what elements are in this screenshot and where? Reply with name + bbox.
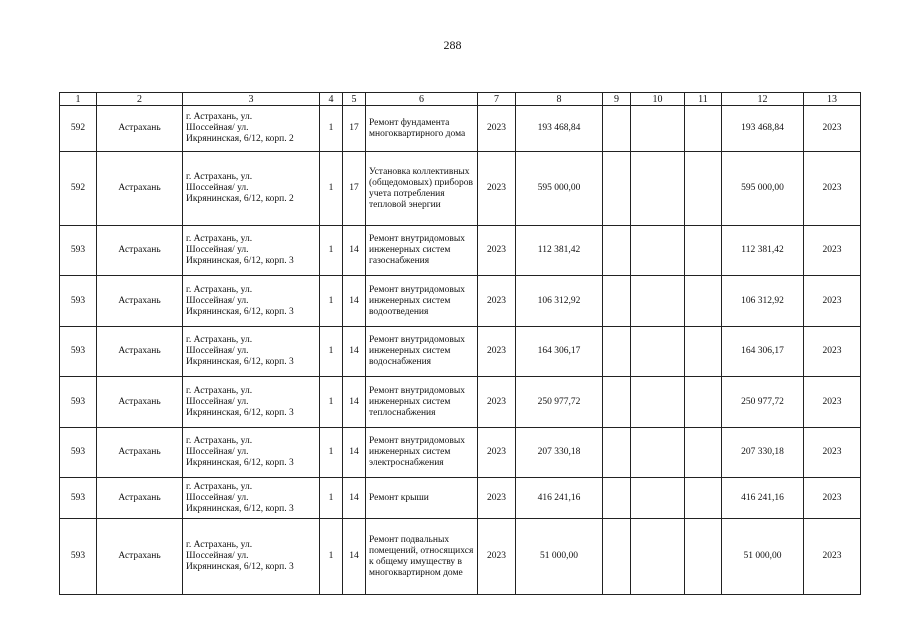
city-cell: Астрахань: [97, 377, 183, 428]
table-row: [60, 428, 861, 478]
col9-cell: [603, 106, 631, 152]
column-header: 6: [366, 93, 478, 106]
final-year-cell: 2023: [804, 152, 861, 226]
total-cell: 106 312,92: [722, 276, 804, 327]
city-cell: Астрахань: [97, 519, 183, 595]
row-number-cell: 593: [60, 478, 97, 519]
address-line: Икрянинская, 6/12, корп. 3: [186, 562, 294, 572]
col4-cell: 1: [320, 327, 343, 377]
address-line: Шоссейная/ ул.: [186, 346, 249, 356]
col10-cell: [631, 377, 685, 428]
column-number-row: [60, 93, 861, 106]
col11-cell: [685, 152, 722, 226]
total-cell: 112 381,42: [722, 226, 804, 276]
address-line: Шоссейная/ ул.: [186, 245, 249, 255]
year-cell: 2023: [478, 519, 516, 595]
city-cell: Астрахань: [97, 276, 183, 327]
column-header: 12: [722, 93, 804, 106]
address-line: Шоссейная/ ул.: [186, 396, 249, 407]
city-cell: Астрахань: [97, 106, 183, 152]
col11-cell: [685, 428, 722, 478]
column-header: 4: [320, 93, 343, 106]
work-type-cell: Ремонт фундамента многоквартирного дома: [366, 106, 478, 152]
col10-cell: [631, 519, 685, 595]
col9-cell: [603, 152, 631, 226]
address-cell: [183, 327, 320, 377]
col9-cell: [603, 428, 631, 478]
work-type-cell: Ремонт внутридомовых инженерных систем водоотведения: [366, 276, 478, 327]
city-cell: Астрахань: [97, 478, 183, 519]
final-year-cell: 2023: [804, 226, 861, 276]
address-line: Икрянинская, 6/12, корп. 3: [186, 407, 294, 418]
column-header: 3: [183, 93, 320, 106]
total-cell: 193 468,84: [722, 106, 804, 152]
city-cell: Астрахань: [97, 327, 183, 377]
total-cell: 250 977,72: [722, 377, 804, 428]
year-cell: 2023: [478, 106, 516, 152]
city-cell: Астрахань: [97, 152, 183, 226]
address-cell: [183, 152, 320, 226]
col4-cell: 1: [320, 377, 343, 428]
col10-cell: [631, 428, 685, 478]
final-year-cell: 2023: [804, 276, 861, 327]
cost-cell: 193 468,84: [516, 106, 603, 152]
address-line: Икрянинская, 6/12, корп. 3: [186, 306, 294, 317]
col11-cell: [685, 327, 722, 377]
column-header: 7: [478, 93, 516, 106]
address-line: Икрянинская, 6/12, корп. 2: [186, 134, 294, 144]
address-line: Шоссейная/ ул.: [186, 123, 249, 133]
year-cell: 2023: [478, 276, 516, 327]
address-line: г. Астрахань, ул.: [186, 234, 253, 244]
year-cell: 2023: [478, 478, 516, 519]
col4-cell: 1: [320, 428, 343, 478]
address-line: г. Астрахань, ул.: [186, 540, 253, 550]
address-line: Икрянинская, 6/12, корп. 3: [186, 357, 294, 367]
cost-cell: 106 312,92: [516, 276, 603, 327]
row-number-cell: 593: [60, 226, 97, 276]
address-line: Икрянинская, 6/12, корп. 2: [186, 194, 294, 204]
table-row: [60, 519, 861, 595]
col10-cell: [631, 152, 685, 226]
column-header: 2: [97, 93, 183, 106]
total-cell: 416 241,16: [722, 478, 804, 519]
address-cell: [183, 226, 320, 276]
address-line: Шоссейная/ ул.: [186, 447, 249, 457]
col9-cell: [603, 377, 631, 428]
table-row: [60, 327, 861, 377]
work-type-cell: Установка коллективных (общедомовых) приборов учета потребления тепловой энергии: [366, 152, 478, 226]
city-cell: Астрахань: [97, 428, 183, 478]
col4-cell: 1: [320, 152, 343, 226]
row-number-cell: 593: [60, 377, 97, 428]
column-header: 9: [603, 93, 631, 106]
column-header: 13: [804, 93, 861, 106]
address-line: г. Астрахань, ул.: [186, 112, 253, 122]
address-line: г. Астрахань, ул.: [186, 335, 253, 345]
address-cell: [183, 276, 320, 327]
column-header: 1: [60, 93, 97, 106]
address-line: Шоссейная/ ул.: [186, 295, 249, 306]
cost-cell: 250 977,72: [516, 377, 603, 428]
cost-cell: 164 306,17: [516, 327, 603, 377]
address-line: г. Астрахань, ул.: [186, 436, 253, 446]
table-row: [60, 226, 861, 276]
repair-schedule-table: [59, 92, 861, 595]
work-type-cell: Ремонт внутридомовых инженерных систем теплоснабжения: [366, 377, 478, 428]
col9-cell: [603, 478, 631, 519]
col10-cell: [631, 276, 685, 327]
address-line: Шоссейная/ ул.: [186, 492, 249, 503]
col5-cell: 14: [343, 327, 366, 377]
final-year-cell: 2023: [804, 327, 861, 377]
col10-cell: [631, 106, 685, 152]
row-number-cell: 593: [60, 428, 97, 478]
address-cell: [183, 478, 320, 519]
table-row: [60, 106, 861, 152]
address-line: Икрянинская, 6/12, корп. 3: [186, 256, 294, 266]
col11-cell: [685, 106, 722, 152]
work-type-cell: Ремонт внутридомовых инженерных систем водоснабжения: [366, 327, 478, 377]
col10-cell: [631, 478, 685, 519]
address-line: Икрянинская, 6/12, корп. 3: [186, 503, 294, 514]
table-row: [60, 478, 861, 519]
year-cell: 2023: [478, 377, 516, 428]
table-row: [60, 377, 861, 428]
column-header: 5: [343, 93, 366, 106]
work-type-cell: Ремонт внутридомовых инженерных систем газоснабжения: [366, 226, 478, 276]
cost-cell: 416 241,16: [516, 478, 603, 519]
cost-cell: 595 000,00: [516, 152, 603, 226]
total-cell: 51 000,00: [722, 519, 804, 595]
row-number-cell: 593: [60, 327, 97, 377]
col4-cell: 1: [320, 106, 343, 152]
col5-cell: 14: [343, 428, 366, 478]
col9-cell: [603, 519, 631, 595]
col4-cell: 1: [320, 478, 343, 519]
row-number-cell: 592: [60, 152, 97, 226]
column-header: 10: [631, 93, 685, 106]
total-cell: 164 306,17: [722, 327, 804, 377]
col11-cell: [685, 276, 722, 327]
address-cell: [183, 428, 320, 478]
cost-cell: 51 000,00: [516, 519, 603, 595]
year-cell: 2023: [478, 327, 516, 377]
col5-cell: 17: [343, 152, 366, 226]
cost-cell: 207 330,18: [516, 428, 603, 478]
table-row: [60, 276, 861, 327]
row-number-cell: 592: [60, 106, 97, 152]
col4-cell: 1: [320, 226, 343, 276]
col10-cell: [631, 327, 685, 377]
col5-cell: 14: [343, 276, 366, 327]
work-type-cell: Ремонт внутридомовых инженерных систем электроснабжения: [366, 428, 478, 478]
page-number: 288: [443, 38, 462, 52]
table-row: [60, 152, 861, 226]
final-year-cell: 2023: [804, 106, 861, 152]
address-cell: [183, 106, 320, 152]
col5-cell: 14: [343, 478, 366, 519]
address-cell: [183, 519, 320, 595]
col9-cell: [603, 276, 631, 327]
address-line: г. Астрахань, ул.: [186, 172, 253, 182]
final-year-cell: 2023: [804, 519, 861, 595]
col11-cell: [685, 519, 722, 595]
column-header: 11: [685, 93, 722, 106]
address-line: Шоссейная/ ул.: [186, 551, 249, 561]
city-cell: Астрахань: [97, 226, 183, 276]
col5-cell: 14: [343, 226, 366, 276]
col5-cell: 14: [343, 519, 366, 595]
work-type-cell: Ремонт крыши: [366, 478, 478, 519]
col4-cell: 1: [320, 276, 343, 327]
col5-cell: 14: [343, 377, 366, 428]
col11-cell: [685, 478, 722, 519]
year-cell: 2023: [478, 226, 516, 276]
total-cell: 595 000,00: [722, 152, 804, 226]
address-line: г. Астрахань, ул.: [186, 284, 253, 295]
year-cell: 2023: [478, 428, 516, 478]
row-number-cell: 593: [60, 276, 97, 327]
col11-cell: [685, 377, 722, 428]
cost-cell: 112 381,42: [516, 226, 603, 276]
final-year-cell: 2023: [804, 377, 861, 428]
col4-cell: 1: [320, 519, 343, 595]
col11-cell: [685, 226, 722, 276]
address-line: г. Астрахань, ул.: [186, 385, 253, 396]
address-line: г. Астрахань, ул.: [186, 481, 253, 492]
address-line: Шоссейная/ ул.: [186, 183, 249, 193]
address-cell: [183, 377, 320, 428]
final-year-cell: 2023: [804, 478, 861, 519]
address-line: Икрянинская, 6/12, корп. 3: [186, 458, 294, 468]
row-number-cell: 593: [60, 519, 97, 595]
col9-cell: [603, 327, 631, 377]
col10-cell: [631, 226, 685, 276]
year-cell: 2023: [478, 152, 516, 226]
column-header: 8: [516, 93, 603, 106]
col5-cell: 17: [343, 106, 366, 152]
total-cell: 207 330,18: [722, 428, 804, 478]
col9-cell: [603, 226, 631, 276]
work-type-cell: Ремонт подвальных помещений, относящихся к общему имуществу в многоквартирном доме: [366, 519, 478, 595]
final-year-cell: 2023: [804, 428, 861, 478]
